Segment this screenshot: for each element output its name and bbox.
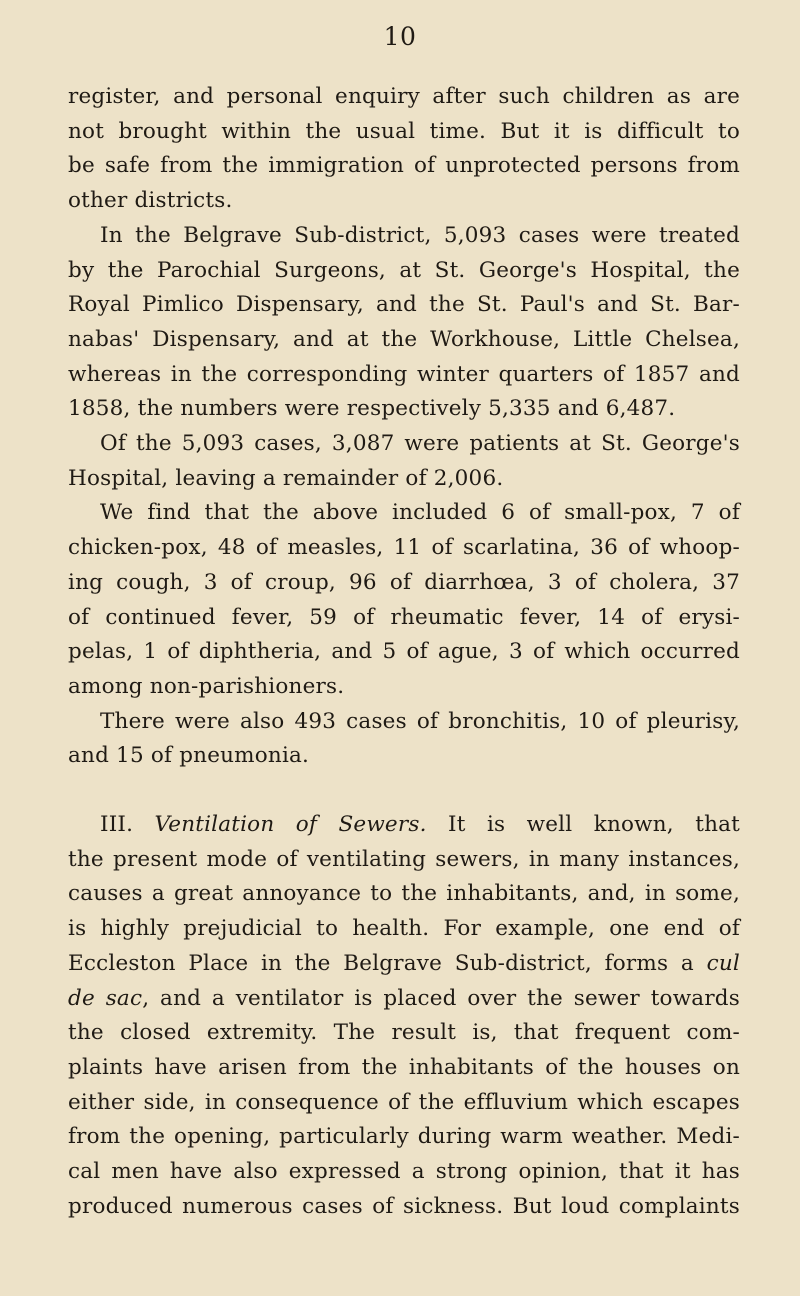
page-number: 10 xyxy=(383,22,417,51)
text-line: not brought within the usual time. But it is difficult to xyxy=(68,118,740,144)
text-line: plaints have arisen from the inhabitants of the houses on xyxy=(68,1054,740,1080)
text-line: of continued fever, 59 of rheumatic fever, 14 of erysi- xyxy=(68,604,740,630)
text-line: and 15 of pneumonia. xyxy=(68,743,310,769)
text-line: Of the 5,093 cases, 3,087 were patients at St. George's xyxy=(100,431,740,457)
paragraph xyxy=(68,496,740,704)
text-line: by the Parochial Surgeons, at St. George's Hospital, the xyxy=(68,257,740,283)
text-line xyxy=(68,947,740,982)
text-line: ing cough, 3 of croup, 96 of diarrhœa, 3 of cholera, 37 xyxy=(68,569,740,595)
text-line: be safe from the immigration of unprotected persons from xyxy=(68,153,740,179)
text-line: register, and personal enquiry after such children as are xyxy=(68,84,740,109)
section-title: Ventilation of Sewers. xyxy=(154,812,427,838)
text-line: In the Belgrave Sub-district, 5,093 cases were treated xyxy=(100,222,740,248)
text-line: Royal Pimlico Dispensary, and the St. Paul's and St. Bar- xyxy=(68,292,740,318)
page-text xyxy=(68,80,740,1225)
text-line: cal men have also expressed a strong opinion, that it has xyxy=(68,1159,740,1185)
text-line: produced numerous cases of sickness. But loud complaints xyxy=(68,1193,740,1219)
text-line: the present mode of ventilating sewers, in many instances, xyxy=(68,846,740,872)
section-heading-line xyxy=(68,808,740,843)
paragraph xyxy=(68,80,740,219)
text-line: de sac, and a ventilator is placed over the sewer towards xyxy=(68,985,740,1011)
text-line: chicken-pox, 48 of measles, 11 of scarlatina, 36 of whoop- xyxy=(68,535,740,561)
italic-term: de sac xyxy=(68,985,143,1011)
text-line: We find that the above included 6 of small-pox, 7 of xyxy=(100,500,740,526)
text-line: causes a great annoyance to the inhabitants, and, in some, xyxy=(68,881,740,907)
text-line: either side, in consequence of the effluvium which escapes xyxy=(68,1089,740,1115)
text-line: nabas' Dispensary, and at the Workhouse, Little Chelsea, xyxy=(68,326,740,352)
text-line: whereas in the corresponding winter quarters of 1857 and xyxy=(68,361,740,387)
section-number: III. xyxy=(100,812,134,838)
text-fragment: It is well known, that xyxy=(448,812,740,838)
italic-term: cul xyxy=(706,950,740,976)
text-line: from the opening, particularly during warm weather. Medi- xyxy=(68,1124,740,1150)
text-line: Hospital, leaving a remainder of 2,006. xyxy=(68,465,504,491)
text-line: among non-parishioners. xyxy=(68,673,345,699)
paragraph xyxy=(68,705,740,774)
paragraph xyxy=(68,427,740,496)
paragraph xyxy=(68,219,740,427)
section-ventilation-of-sewers xyxy=(68,808,740,1224)
text-line: the closed extremity. The result is, that frequent com- xyxy=(68,1020,740,1046)
section-spacer xyxy=(68,774,740,808)
text-fragment: and a ventilator is placed over the sewer towards xyxy=(160,985,740,1011)
text-line: other districts. xyxy=(68,188,233,214)
text-line: is highly prejudicial to health. For example, one end of xyxy=(68,916,740,942)
text-line: There were also 493 cases of bronchitis, 10 of pleurisy, xyxy=(100,708,740,734)
text-line: pelas, 1 of diphtheria, and 5 of ague, 3 of which occurred xyxy=(68,639,740,665)
text-fragment: Eccleston Place in the Belgrave Sub-district, forms a xyxy=(68,950,694,976)
text-line: 1858, the numbers were respectively 5,335 and 6,487. xyxy=(68,396,676,422)
